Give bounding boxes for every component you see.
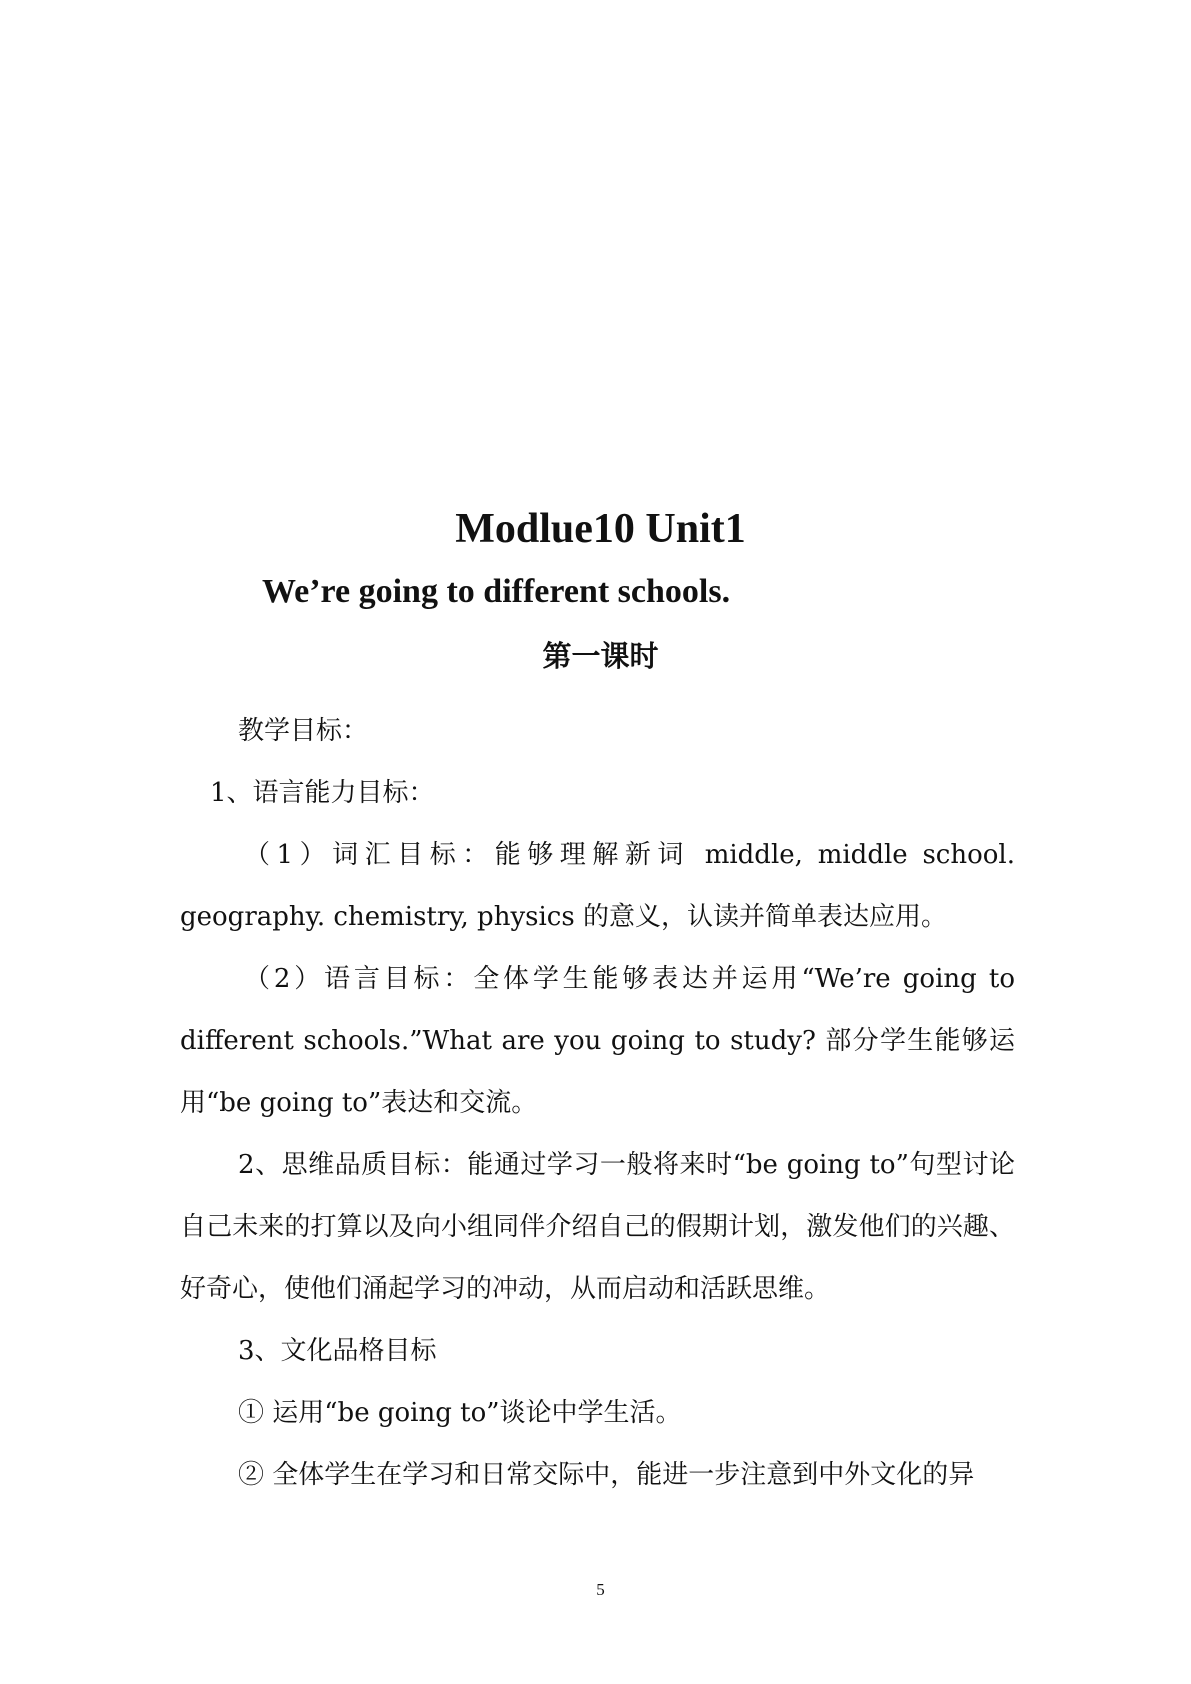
- paragraph-teaching-goals: 教学目标：: [238, 716, 369, 746]
- lesson-heading: 第一课时: [542, 639, 659, 673]
- paragraph-thinking-quality: 2、思维品质目标：能通过学习一般将来时“be going to”句型讨论自己未来的打算以及向小组同伴介绍自己的假期计划，激发他们的兴趣、好奇心，使他们涌起学习的冲动，从而启动和活跃思维。: [180, 1150, 1015, 1304]
- paragraph-vocabulary-goal: （1）词汇目标：能够理解新词 middle, middle school. geography. chemistry, physics 的意义，认读并简单表达应用。: [180, 840, 1015, 932]
- document-title: Modlue10 Unit1: [455, 506, 746, 552]
- paragraph-language-goal: （2）语言目标：全体学生能够表达并运用“We’re going to different schools.”What are you going to study? 部分学生能够运用“be going to”表达和交流。: [180, 964, 1015, 1118]
- page-number: 5: [596, 1580, 605, 1599]
- paragraph-item-2: ② 全体学生在学习和日常交际中，能进一步注意到中外文化的异: [238, 1460, 975, 1490]
- paragraph-language-ability: 1、语言能力目标：: [210, 778, 435, 808]
- document-subtitle: We’re going to different schools.: [262, 573, 731, 610]
- paragraph-item-1: ① 运用“be going to”谈论中学生活。: [238, 1398, 682, 1428]
- paragraph-cultural-character: 3、文化品格目标: [238, 1336, 437, 1366]
- body-text: [180, 700, 1015, 1506]
